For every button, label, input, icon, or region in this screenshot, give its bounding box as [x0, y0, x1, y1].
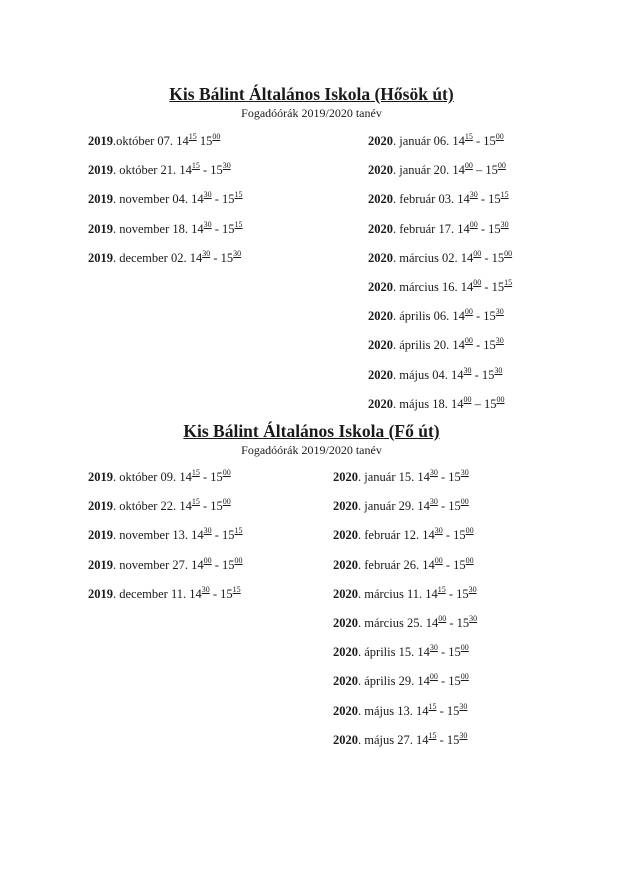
- end-hour: 15: [491, 250, 505, 265]
- start-hour: 14: [191, 557, 204, 572]
- end-minute: 00: [460, 672, 469, 682]
- end-minute: 15: [234, 219, 243, 229]
- date-year: 2020: [333, 732, 358, 747]
- schedule-row: [333, 668, 477, 697]
- date-day: . január 29.: [358, 499, 418, 514]
- start-hour: 14: [450, 396, 464, 411]
- schedule-row: [368, 332, 512, 361]
- date-day: . március 25.: [358, 616, 426, 631]
- schedule-row: [88, 552, 243, 581]
- date-day: . október 21.: [113, 163, 180, 178]
- time-separator: -: [446, 616, 457, 631]
- schedule-row: [368, 157, 512, 186]
- end-hour: 15: [456, 586, 469, 601]
- end-hour: 15: [483, 338, 496, 353]
- date-year: 2020: [333, 557, 358, 572]
- date-day: . november 04.: [113, 192, 192, 207]
- start-minute: 00: [473, 248, 482, 258]
- date-year: 2019: [88, 221, 113, 236]
- date-day: . május 27.: [358, 732, 416, 747]
- end-minute: 30: [495, 336, 504, 346]
- date-day: . május 13.: [358, 703, 416, 718]
- end-minute: 00: [460, 497, 469, 507]
- date-year: 2019: [88, 557, 113, 572]
- end-minute: 00: [504, 248, 513, 258]
- start-hour: 14: [422, 528, 435, 543]
- date-year: 2020: [333, 674, 358, 689]
- date-year: 2020: [368, 367, 393, 382]
- date-day: . december 02.: [113, 250, 190, 265]
- end-hour: 15: [488, 221, 501, 236]
- end-hour: 15: [220, 250, 234, 265]
- date-day: . december 11.: [113, 586, 190, 601]
- start-hour: 14: [422, 557, 435, 572]
- schedule-row: [368, 362, 512, 391]
- end-minute: 15: [232, 584, 241, 594]
- start-hour: 14: [452, 163, 465, 178]
- time-separator: -: [437, 499, 449, 514]
- time-separator: -: [436, 732, 447, 747]
- schedule-row: [368, 391, 512, 420]
- start-hour: 14: [457, 192, 470, 207]
- start-minute: 30: [429, 497, 438, 507]
- end-hour: 15: [199, 134, 213, 149]
- end-minute: 15: [504, 277, 513, 287]
- start-minute: 15: [191, 468, 200, 477]
- date-day: . november 18.: [113, 221, 192, 236]
- date-day: . április 29.: [358, 674, 418, 689]
- end-hour: 15: [210, 499, 223, 514]
- end-minute: 15: [500, 190, 509, 200]
- date-day: . február 12.: [358, 528, 423, 543]
- end-hour: 15: [491, 280, 505, 295]
- time-separator: -: [437, 645, 449, 660]
- end-hour: 15: [210, 163, 223, 178]
- time-separator: -: [442, 528, 454, 543]
- end-minute: 30: [459, 701, 468, 711]
- end-hour: 15: [222, 221, 235, 236]
- date-year: 2020: [368, 192, 393, 207]
- schedule-right-hosok-ut: [368, 128, 512, 420]
- time-separator: -: [210, 250, 221, 265]
- start-hour: 14: [417, 645, 430, 660]
- date-year: 2020: [368, 134, 393, 149]
- start-hour: 14: [417, 499, 430, 514]
- end-hour: 15: [448, 470, 461, 485]
- end-minute: 30: [222, 161, 231, 171]
- end-hour: 15: [481, 367, 495, 382]
- time-separator: -: [481, 280, 492, 295]
- start-hour: 14: [415, 703, 429, 718]
- time-separator: –: [471, 396, 484, 411]
- schedule-row: [368, 245, 512, 274]
- start-hour: 14: [179, 163, 192, 178]
- schedule-row: [333, 727, 477, 756]
- schedule-row: [88, 464, 243, 493]
- schedule-row: [88, 128, 243, 157]
- schedule-row: [333, 493, 477, 522]
- time-separator: -: [211, 528, 223, 543]
- start-minute: 15: [188, 132, 197, 141]
- start-minute: 30: [463, 365, 472, 375]
- time-separator: -: [211, 192, 223, 207]
- end-minute: 00: [465, 526, 474, 536]
- time-separator: -: [472, 134, 484, 149]
- start-hour: 14: [176, 134, 189, 149]
- start-hour: 14: [457, 221, 470, 236]
- start-minute: 30: [469, 190, 478, 200]
- start-minute: 00: [438, 613, 447, 623]
- start-hour: 14: [191, 221, 204, 236]
- schedule-row: [368, 274, 512, 303]
- start-minute: 30: [201, 584, 210, 594]
- end-minute: 15: [234, 526, 243, 536]
- time-separator: -: [477, 192, 489, 207]
- date-day: . április 15.: [358, 645, 418, 660]
- schedule-row: [333, 639, 477, 668]
- end-hour: 15: [456, 616, 470, 631]
- end-minute: 30: [469, 613, 478, 623]
- start-minute: 15: [428, 701, 437, 711]
- start-minute: 15: [191, 161, 200, 171]
- end-hour: 15: [446, 703, 460, 718]
- end-minute: 30: [459, 730, 468, 740]
- start-minute: 30: [203, 526, 212, 536]
- schedule-row: [88, 245, 243, 274]
- date-year: 2020: [368, 396, 393, 411]
- date-year: 2020: [368, 338, 393, 353]
- schedule-row: [333, 610, 477, 639]
- date-year: 2019: [88, 499, 113, 514]
- date-year: 2019: [88, 163, 113, 178]
- end-minute: 30: [460, 468, 469, 477]
- start-minute: 15: [191, 497, 200, 507]
- time-separator: -: [477, 221, 489, 236]
- end-hour: 15: [220, 586, 233, 601]
- schedule-row: [88, 157, 243, 186]
- start-hour: 14: [425, 586, 438, 601]
- date-year: 2020: [368, 309, 393, 324]
- start-hour: 14: [452, 309, 465, 324]
- date-year: 2019: [88, 250, 113, 265]
- time-separator: -: [199, 470, 211, 485]
- start-minute: 15: [464, 132, 473, 141]
- end-hour: 15: [453, 557, 466, 572]
- end-minute: 00: [497, 161, 506, 171]
- start-minute: 00: [464, 161, 473, 171]
- end-minute: 00: [495, 132, 504, 141]
- start-minute: 00: [464, 336, 473, 346]
- time-separator: -: [471, 367, 482, 382]
- schedule-row: [88, 581, 243, 610]
- start-hour: 14: [191, 192, 204, 207]
- date-day: . február 17.: [393, 221, 458, 236]
- end-minute: 30: [500, 219, 509, 229]
- date-day: . január 20.: [393, 163, 453, 178]
- end-minute: 30: [495, 307, 504, 317]
- start-minute: 30: [429, 468, 438, 477]
- start-minute: 00: [473, 277, 482, 287]
- time-separator: –: [472, 163, 486, 178]
- start-minute: 00: [429, 672, 438, 682]
- end-hour: 15: [453, 528, 466, 543]
- date-year: 2019: [88, 192, 113, 207]
- time-separator: -: [211, 221, 223, 236]
- end-minute: 30: [468, 584, 477, 594]
- date-day: . november 13.: [113, 528, 192, 543]
- start-hour: 14: [425, 616, 439, 631]
- end-hour: 15: [448, 645, 461, 660]
- end-minute: 00: [222, 468, 231, 477]
- start-hour: 14: [179, 470, 192, 485]
- date-year: 2019: [88, 586, 113, 601]
- date-year: 2020: [368, 250, 393, 265]
- start-minute: 00: [469, 219, 478, 229]
- section-title-hosok-ut: Kis Bálint Általános Iskola (Hősök út): [169, 84, 454, 104]
- end-minute: 30: [233, 248, 242, 258]
- start-hour: 14: [417, 674, 430, 689]
- schedule-row: [333, 581, 477, 610]
- date-year: 2020: [333, 586, 358, 601]
- date-year: 2020: [333, 528, 358, 543]
- date-year: 2020: [333, 616, 358, 631]
- time-separator: -: [472, 309, 484, 324]
- start-hour: 14: [415, 732, 429, 747]
- time-separator: -: [437, 470, 449, 485]
- date-day: . október 22.: [113, 499, 180, 514]
- date-day: . május 04.: [393, 367, 451, 382]
- end-hour: 15: [483, 396, 497, 411]
- date-day: . március 11.: [358, 586, 426, 601]
- time-separator: -: [472, 338, 484, 353]
- date-day: . március 16.: [393, 280, 461, 295]
- end-minute: 00: [460, 643, 469, 653]
- schedule-row: [333, 522, 477, 551]
- date-year: 2020: [333, 645, 358, 660]
- schedule-row: [88, 186, 243, 215]
- start-minute: 00: [434, 555, 443, 565]
- start-hour: 14: [450, 367, 464, 382]
- date-year: 2020: [368, 163, 393, 178]
- schedule-left-fo-ut: [88, 464, 243, 610]
- date-year: 2020: [333, 703, 358, 718]
- end-minute: 30: [494, 365, 503, 375]
- date-year: 2019: [88, 528, 113, 543]
- end-hour: 15: [483, 134, 496, 149]
- end-hour: 15: [488, 192, 501, 207]
- time-separator: -: [445, 586, 457, 601]
- start-minute: 00: [464, 307, 473, 317]
- schedule-row: [88, 493, 243, 522]
- section-title-fo-ut: Kis Bálint Általános Iskola (Fő út): [183, 421, 440, 441]
- start-hour: 14: [191, 528, 204, 543]
- time-separator: -: [199, 499, 211, 514]
- schedule-row: [368, 186, 512, 215]
- schedule-row: [88, 522, 243, 551]
- schedule-row: [333, 698, 477, 727]
- start-minute: 00: [463, 394, 472, 404]
- time-separator: -: [211, 557, 223, 572]
- date-day: . január 15.: [358, 470, 418, 485]
- date-year: 2020: [368, 280, 393, 295]
- start-minute: 30: [203, 190, 212, 200]
- start-hour: 14: [452, 338, 465, 353]
- schedule-row: [333, 552, 477, 581]
- end-hour: 15: [448, 674, 461, 689]
- end-hour: 15: [222, 192, 235, 207]
- start-minute: 30: [202, 248, 211, 258]
- end-hour: 15: [222, 557, 235, 572]
- start-hour: 14: [179, 499, 192, 514]
- schedule-right-fo-ut: [333, 464, 477, 756]
- start-minute: 30: [203, 219, 212, 229]
- time-separator: -: [437, 674, 449, 689]
- date-day: . november 27.: [113, 557, 192, 572]
- end-minute: 00: [465, 555, 474, 565]
- end-hour: 15: [446, 732, 460, 747]
- end-minute: 15: [234, 190, 243, 200]
- start-minute: 15: [437, 584, 446, 594]
- start-minute: 15: [428, 730, 437, 740]
- time-separator: -: [442, 557, 454, 572]
- end-hour: 15: [483, 309, 496, 324]
- date-day: .október 07.: [113, 134, 177, 149]
- time-separator: -: [481, 250, 492, 265]
- start-hour: 14: [460, 280, 474, 295]
- date-day: . május 18.: [393, 396, 451, 411]
- date-day: . április 06.: [393, 309, 453, 324]
- start-hour: 14: [417, 470, 430, 485]
- schedule-row: [368, 216, 512, 245]
- time-separator: -: [199, 163, 211, 178]
- end-hour: 15: [222, 528, 235, 543]
- schedule-row: [368, 128, 512, 157]
- end-hour: 15: [210, 470, 223, 485]
- date-day: . április 20.: [393, 338, 453, 353]
- end-minute: 00: [496, 394, 505, 404]
- end-hour: 15: [485, 163, 498, 178]
- start-hour: 14: [460, 250, 474, 265]
- section-subtitle-hosok-ut: Fogadóórák 2019/2020 tanév: [241, 106, 382, 120]
- date-year: 2020: [368, 221, 393, 236]
- schedule-row: [333, 464, 477, 493]
- start-minute: 00: [203, 555, 212, 565]
- date-day: . február 03.: [393, 192, 458, 207]
- date-day: . március 02.: [393, 250, 461, 265]
- schedule-row: [88, 216, 243, 245]
- schedule-row: [368, 303, 512, 332]
- start-minute: 30: [429, 643, 438, 653]
- date-year: 2020: [333, 470, 358, 485]
- section-subtitle-fo-ut: Fogadóórák 2019/2020 tanév: [241, 443, 382, 457]
- date-year: 2020: [333, 499, 358, 514]
- date-day: . január 06.: [393, 134, 453, 149]
- date-year: 2019: [88, 470, 113, 485]
- start-minute: 30: [434, 526, 443, 536]
- end-hour: 15: [448, 499, 461, 514]
- date-day: . február 26.: [358, 557, 423, 572]
- start-hour: 14: [189, 250, 203, 265]
- start-hour: 14: [189, 586, 202, 601]
- schedule-left-hosok-ut: [88, 128, 243, 274]
- end-minute: 00: [212, 132, 221, 141]
- time-separator: -: [209, 586, 221, 601]
- start-hour: 14: [452, 134, 465, 149]
- date-day: . október 09.: [113, 470, 180, 485]
- end-minute: 00: [222, 497, 231, 507]
- time-separator: -: [436, 703, 447, 718]
- date-year: 2019: [88, 134, 113, 149]
- end-minute: 00: [234, 555, 243, 565]
